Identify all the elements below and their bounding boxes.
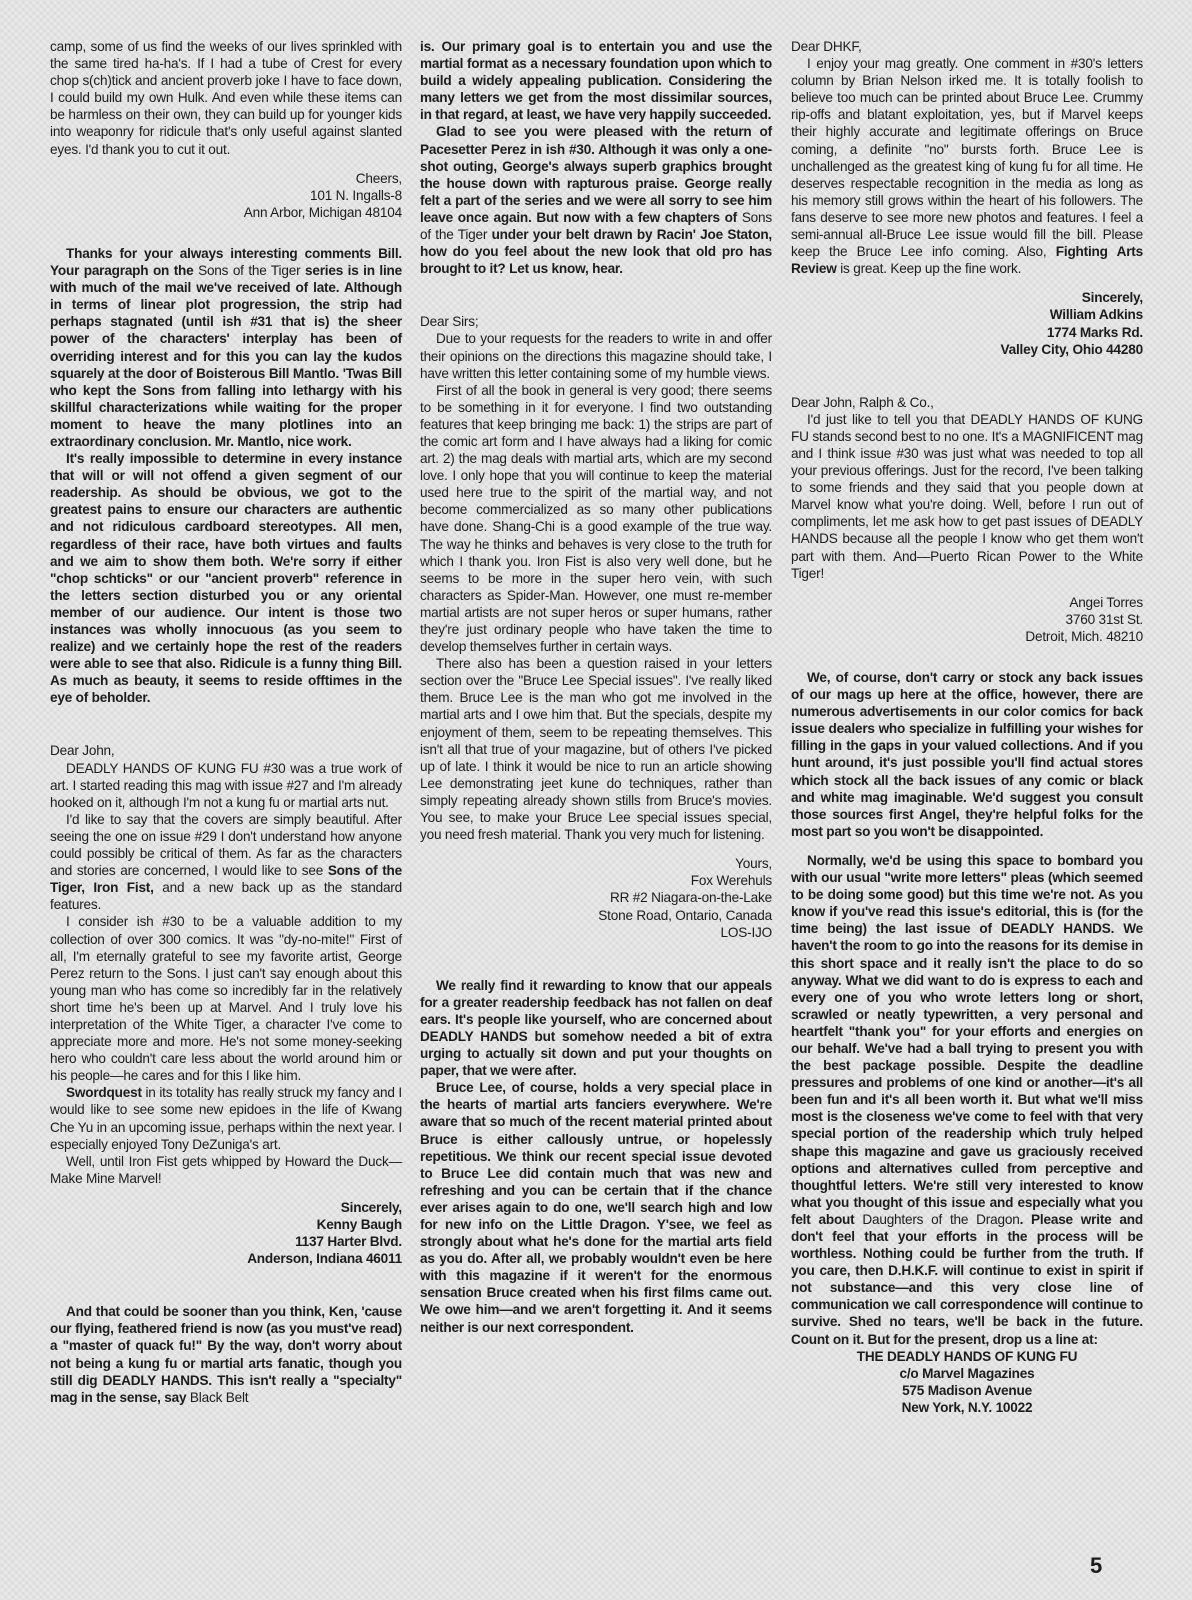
letter-text [50,1084,402,1152]
page-number: 5 [1090,1553,1103,1578]
letter-text [50,811,402,914]
reply-text: Glad to see you were pleased with the return of Pacesetter Perez in ish #30. Although it was only a one-shot outing, George's always superb graphics brought the house down with rapturous praise. George really felt a part of the series and we were all sorry to see him leave once again. But now with a few chapters of [420,124,772,225]
letter-text-part: in its totality has really struck my fancy and I would like to see some new epidoes in the life of Kwang Che Yu in an upcoming issue, perhaps within the next year. I especially enjoyed Tony DeZuniga's art. [50,1085,402,1152]
editor-reply [50,1303,402,1406]
signature: Fox Werehuls [690,873,772,889]
signature: Stone Road, Ontario, Canada [598,907,772,923]
signature: 1774 Marks Rd. [1046,324,1143,340]
letter-text-part: is great. Keep up the fine work. [836,261,1022,277]
editor-reply: It's really impossible to determine in every instance that will or will not offend a given segment of our readership. As should be obvious, we got to the greatest pains to ensure our characters are authentic and not ridiculous cardboard stereotypes. All men, regardless of their race, have both virtues and faults and we aim to show them both. We're sorry if either "chop schticks" or our "ancient proverb" reference in the letters section disturbed you or any oriental member of our audience. Our intent is those two instances was wholly innocuous (as you seem to realize) and we certainly hope the rest of the readers were able to see that also. Ridicule is a funny thing Bill. As much as beauty, it seems to reside offtimes in the eye of beholder. [50,451,402,706]
reply-text: Sons of the Tiger [198,263,301,279]
mailing-address: THE DEADLY HANDS OF KUNG FU [856,1348,1078,1364]
signature: RR #2 Niagara-on-the-Lake [610,890,772,906]
signature: Cheers, [355,170,402,186]
column-1 [50,38,402,1406]
signature: 3760 31st St. [1065,611,1143,627]
letter-text-part: and a new back up as the standard features. [50,880,402,913]
column-3 [791,38,1143,1416]
reply-text: Thanks for your always interesting comments Bill. Your paragraph on the [50,245,402,279]
letter-text: First of all the book in general is very good; there seems to be something in it for everyone. I find two outstanding features that keep bringing me back: 1) the strips are part of the comic art form and I have always had a liking for comic art. 2) the mag deals with martial arts, which are my second love. I only hope that you will continue to keep the material used here true to the spirit of the martial way, and not become commercialized as so many other publications have done. Shang-Chi is a good example of the true way. The way he thinks and behaves is very close to the truth for which I thank you. Iron Fist is also very well done, but he seems to be more in the super hero vein, with such characters as Spider-Man. However, one must re-member martial artists are not super heros or super humans, rather they're just ordinary people who have taken the time to develop themselves further in certain ways. [420,382,772,655]
letter-text: There also has been a question raised in your letters section over the "Bruce Lee Special issues". I've really liked them. Bruce Lee is the man who got me involved in the martial arts and I owe him that. But the specials, despite my enjoyment of them, seem to be repeating themselves. This isn't all that true of your magazine, but of others I've picked up of late. I think it would be nice to run an article showing Lee demonstrating jeet kune do techniques, rather than simply repeating already shown stills from Bruce's movies. You see, to make your Bruce Lee special issues special, you need fresh material. Thank you very much for listening. [420,656,772,843]
reply-text: Daughters of the Dragon [862,1211,1020,1227]
letter-text-part: Sons of the Tiger, Iron Fist, [50,863,402,896]
signature: Yours, [735,856,772,872]
salutation: Dear John, Ralph & Co., [791,394,934,410]
salutation: Dear John, [50,743,115,759]
letter-text [791,55,1143,277]
reply-text: Normally, we'd be using this space to bombard you with our usual "write more letters" pleas (which seemed to be doing some good) but this time we're not. As you know if you've read this issue's editorial, this is (for the time being) the last issue of DEADLY HANDS. We haven't the room to go into the reasons for its demise in this short space and it really isn't the place to do so anyway. What we did want to do is express to each and every one of you who wrote letters long or short, scrawled or neatly typewritten, a very personal and heartfelt "thank you" for your efforts and energies on our behalf. We've had a ball trying to present you with the best package possible. Despite the deadline pressures and problems of one kind or another—it's all been fun and it's all been worth it. But what we'll miss most is the closeness we've come to feel with that very special portion of the readership which truly helped shape this magazine and gave us graciously received options and alternatives culled from perceptive and thoughtful letters. We're still very interested to know what you thought of this issue and especially what you felt about [791,852,1143,1227]
signature: 1137 Harter Blvd. [295,1234,402,1250]
reply-text: series is in line with much of the mail we've received of late. Although in terms of linear plot progression, the strip had perhaps stagnated (until ish #31 that is) the sheer power of the characters' interplay has been of overriding interest and for this you can lay the kudos squarely at the door of Boisterous Bill Mantlo. 'Twas Bill who kept the Sons from falling into lethargy with his skillful characterizations while waiting for the proper moment to heave the many plotlines into an extraordinary conclusion. Mr. Mantlo, nice work. [50,263,402,449]
mailing-address: New York, N.Y. 10022 [901,1399,1033,1415]
signature: Valley City, Ohio 44280 [1000,341,1143,357]
signature: Sincerely, [340,1199,402,1215]
reply-text: Black Belt [189,1389,249,1405]
letter-text-part: I enjoy your mag greatly. One comment in #30's letters column by Brian Nelson irked me. It is totally foolish to believe too much can be printed about Bruce Lee. Crummy rip-offs and blatant exploitation, yes, but if Marvel keeps their highly accurate and legitimate offerings on Bruce coming, a definite "no" bursts forth. Bruce Lee is unchallenged as the greatest king of kung fu for all time. He deserves respectable recognition in the media as long as his memory still grows within the heart of his followers. The fans deserve to see more new photos and features. I feel a semi-annual all-Bruce Lee issue would fill the bill. Please keep the Bruce Lee info coming. Also, [791,56,1143,260]
editor-reply [50,245,402,450]
editor-reply: We, of course, don't carry or stock any back issues of our mags up here at the office, however, there are numerous advertisements in our color comics for back issue dealers who specialize in fulfilling your wishes for filling in the gaps in your valued collections. And if you hunt around, it's just possible you'll find actual stores which stock all the back issues of any comic or black and white mag imaginable. We'd suggest you consult those sources first Angel, they're helpful folks for the most part so you won't be disappointed. [791,670,1143,839]
signature: LOS-IJO [720,924,772,940]
signature: Kenny Baugh [316,1217,402,1232]
letter-text: Well, until Iron Fist gets whipped by Howard the Duck—Make Mine Marvel! [50,1153,402,1186]
letter-text-part: Fighting Arts Review [791,244,1143,277]
letter-text-part: Swordquest [66,1085,142,1101]
salutation: Dear DHKF, [791,39,862,54]
reply-text: Sons of the Tiger [420,209,772,243]
editor-reply: We really find it rewarding to know that our appeals for a greater readership feedback has not fallen on deaf ears. It's people like yourself, who are concerned about DEADLY HANDS but somehow needed a bit of extra urging to actually sit down and put your thoughts on paper, that we were after. [420,977,772,1079]
letter-text: camp, some of us find the weeks of our lives sprinkled with the same tired ha-ha's. If I had a tube of Crest for every chop s(ch)tick and ancient proverb joke I have to face down, I could build my own Hulk. And even while these items can be harmless on their own, they can build up for younger kids into weaponry for ridicule that's only useful against slanted eyes. I'd thank you to cut it out. [50,39,402,157]
signature: Detroit, Mich. 48210 [1025,628,1143,644]
signature: Sincerely, [1081,290,1143,306]
signature: Angei Torres [1069,594,1143,610]
reply-text: . Please write and don't feel that your efforts in the process will be worthless. Nothing could be further from the truth. If you care, then D.H.K.F. will continue to exist in spirit if not substance—and this very close line of communication we call correspondence will continue to survive. Shed no tears, we'll be back in the future. Count on it. But for the present, drop us a line at: [791,1211,1143,1347]
editor-reply [420,123,772,277]
column-2 [420,38,772,1336]
editor-reply: is. Our primary goal is to entertain you and use the martial format as a necessary foundation upon which to build a widely appealing publication. Considering the many letters we get from the most dissimilar sources, in that regard, at least, we have very happily succeeded. [420,39,772,123]
signature: Ann Arbor, Michigan 48104 [243,204,402,220]
signature: 101 N. Ingalls-8 [309,187,402,203]
signature: Anderson, Indiana 46011 [247,1251,402,1267]
signature: William Adkins [1049,307,1143,323]
letter-text: Due to your requests for the readers to write in and offer their opinions on the directions this magazine should take, I have written this letter containing some of my humble views. [420,331,772,381]
mailing-address: c/o Marvel Magazines [899,1365,1035,1381]
letter-text: I'd just like to tell you that DEADLY HANDS OF KUNG FU stands second best to no one. It's a MAGNIFICENT mag and I think issue #30 was just what was needed to top all your previous offerings. Just for the record, I've been talking to some friends and they said that you people down at Marvel know what you're doing. Well, before I run out of compliments, let me ask how to get past issues of DEADLY HANDS because all the people I know who get them won't part with them. And—Puerto Rican Power to the White Tiger! [791,411,1143,581]
letter-text: I consider ish #30 to be a valuable addition to my collection of over 300 comics. It was "dy-no-mite!" First of all, I'm eternally grateful to see my favorite artist, George Perez return to the Sons. I just can't say enough about this young man who has come so incredibly far in the relatively short time he's been up at Marvel. And I truly love his interpretation of the White Tiger, a character I've come to appreciate more and more. He's not some money-seeking hero who couldn't care less about the world around him or his people—he cares and for this I like him. [50,914,402,1084]
editor-reply [791,852,1143,1348]
reply-text: And that could be sooner than you think, Ken, 'cause our flying, feathered friend is now (as you must've read) a "master of quack fu!" By the way, don't worry about not being a kung fu or martial arts fanatic, though you still dig DEADLY HANDS. This isn't really a "specialty" mag in the sense, say [50,1304,402,1405]
letter-text: DEADLY HANDS OF KUNG FU #30 was a true work of art. I started reading this mag with issue #27 and I'm already hooked on it, although I'm not a kung fu or martial arts nut. [50,760,402,810]
editor-reply: Bruce Lee, of course, holds a very special place in the hearts of martial arts fanciers everywhere. We're aware that so much of the recent material printed about Bruce is either callously untrue, or hopelessly repetitious. We think our recent special issue devoted to Bruce Lee did contain much that was new and refreshing and you can be certain that if the chance ever arises again to do one, we'll search high and low for new info on the Little Dragon. Y'see, we feel as strongly about what he's done for the martial arts field as you do. After all, we probably wouldn't even be here with this magazine if it weren't for the enormous sensation Bruce created when his first films came out. We owe him—and we aren't forgetting it. And it seems neither is our next correspondent. [420,1080,772,1335]
mailing-address: 575 Madison Avenue [902,1382,1032,1398]
salutation: Dear Sirs; [420,314,479,330]
letter-text-part: I'd like to say that the covers are simply beautiful. After seeing the one on issue #29 I don't understand how anyone could possibly be critical of them. As far as the characters and stories are concerned, I would like to see [50,811,402,879]
reply-text: under your belt drawn by Racin' Joe Staton, how do you feel about the new look that old pro has brought to it? Let us know, hear. [420,227,773,277]
